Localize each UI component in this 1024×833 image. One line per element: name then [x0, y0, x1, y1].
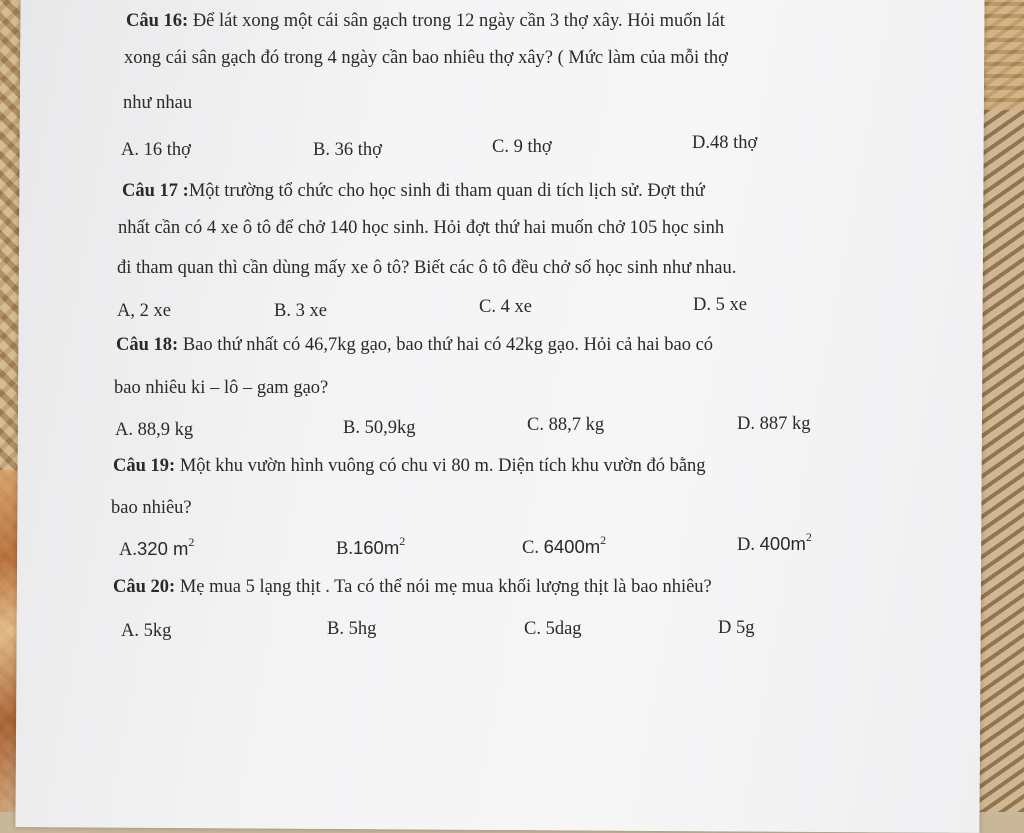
question-18-label: Câu 18:: [116, 335, 179, 355]
question-17-text-1: Một trường tổ chức cho học sinh đi tham quan di tích lịch sử. Đợt thứ: [188, 181, 705, 201]
question-19-option-c-exponent: 2: [600, 533, 607, 547]
question-18-line-2: bao nhiêu ki – lô – gam gạo?: [114, 378, 329, 398]
question-20-option-d: D 5g: [718, 618, 755, 638]
question-16-text-1: Để lát xong một cái sân gạch trong 12 ngày cần 3 thợ xây. Hỏi muốn lát: [188, 11, 725, 31]
question-19-option-b-exponent: 2: [399, 534, 406, 548]
question-17-option-d: D. 5 xe: [693, 295, 747, 315]
question-17-option-a: A, 2 xe: [117, 301, 171, 321]
question-16-line-3: như nhau: [123, 93, 193, 113]
question-19-option-b-prefix: B.: [336, 539, 353, 559]
question-18-option-d: D. 887 kg: [737, 414, 811, 434]
question-18-option-c: C. 88,7 kg: [527, 415, 605, 435]
question-19-option-a: [119, 535, 195, 560]
question-18-option-a: A. 88,9 kg: [115, 420, 194, 440]
question-17-option-c: C. 4 xe: [479, 297, 532, 317]
question-16-line-2: xong cái sân gạch đó trong 4 ngày cần bao nhiêu thợ xây? ( Mức làm của mỗi thợ: [124, 48, 728, 68]
question-20-option-c: C. 5dag: [524, 619, 582, 639]
question-20-label: Câu 20:: [113, 577, 176, 597]
question-17-label: Câu 17 :: [122, 181, 189, 201]
question-16-option-d: D.48 thợ: [692, 133, 758, 153]
question-19-option-c-prefix: C.: [522, 538, 544, 558]
question-19-option-c-value: 6400m: [543, 536, 601, 557]
question-17-line-3: đi tham quan thì cần dùng mấy xe ô tô? Biết các ô tô đều chở số học sinh như nhau.: [117, 258, 737, 278]
question-19-option-d-value: 400m: [759, 533, 806, 554]
question-20-option-a: A. 5kg: [121, 621, 172, 641]
question-16-label: Câu 16:: [126, 11, 189, 31]
question-20-line-1: [113, 578, 712, 597]
question-17-option-b: B. 3 xe: [274, 301, 327, 321]
question-19-line-2: bao nhiêu?: [111, 498, 192, 518]
worksheet-paper: [15, 0, 984, 833]
question-16-option-c: C. 9 thợ: [492, 137, 552, 157]
question-17-line-1: [122, 182, 705, 201]
question-19-option-b-value: 160m: [352, 537, 400, 558]
question-19-option-a-exponent: 2: [188, 535, 195, 549]
question-19-option-c: [522, 533, 607, 558]
question-16-line-1: [126, 12, 725, 31]
question-18-line-1: [116, 336, 713, 355]
question-19-option-a-prefix: A.: [119, 540, 137, 560]
question-19-label: Câu 19:: [113, 456, 176, 476]
question-20-option-b: B. 5hg: [327, 619, 377, 639]
question-20-text-1: Mẹ mua 5 lạng thịt . Ta có thể nói mẹ mua khối lượng thịt là bao nhiêu?: [175, 577, 712, 597]
question-19-option-d-exponent: 2: [805, 530, 812, 544]
question-18-option-b: B. 50,9kg: [343, 418, 416, 438]
question-17-line-2: nhất cần có 4 xe ô tô để chở 140 học sinh. Hỏi đợt thứ hai muốn chở 105 học sinh: [118, 218, 725, 238]
question-19-option-b: [336, 534, 406, 559]
question-16-option-b: B. 36 thợ: [313, 140, 382, 160]
question-19-option-d: [737, 530, 812, 555]
question-19-line-1: [113, 457, 706, 476]
question-18-text-1: Bao thứ nhất có 46,7kg gạo, bao thứ hai có 42kg gạo. Hỏi cả hai bao có: [178, 335, 714, 355]
question-19-text-1: Một khu vườn hình vuông có chu vi 80 m. Diện tích khu vườn đó bằng: [175, 456, 706, 476]
question-16-option-a: A. 16 thợ: [121, 140, 191, 160]
question-19-option-d-prefix: D.: [737, 535, 760, 555]
question-19-option-a-value: 320 m: [137, 538, 189, 559]
